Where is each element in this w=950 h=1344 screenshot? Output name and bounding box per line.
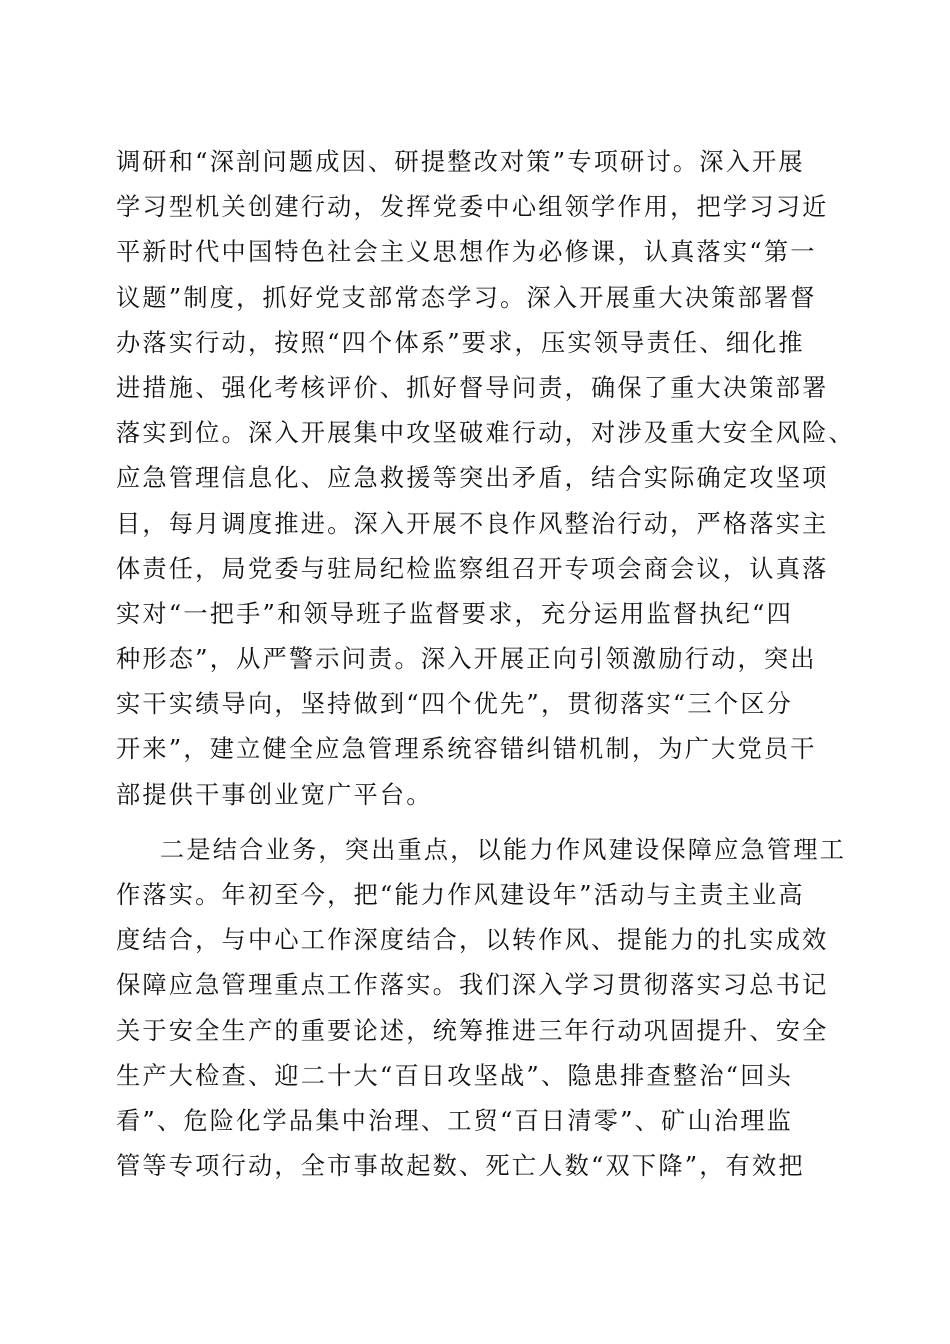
text-line: 二是结合业务，突出重点，以能力作风建设保障应急管理工 (160, 835, 847, 864)
text-line: 议题”制度，抓好党支部常态学习。深入开展重大决策部署督 (116, 283, 817, 312)
paragraph-2 (116, 828, 847, 1190)
text-line: 作落实。年初至今，把“能力作风建设年”活动与主责主业高 (116, 881, 805, 909)
text-line: 进措施、强化考核评价、抓好督导问责，确保了重大决策部署 (116, 373, 829, 402)
text-line: 学习型机关创建行动，发挥党委中心组领学作用，把学习习近 (116, 193, 829, 222)
text-line: 部提供干事创业宽广平台。 (116, 780, 433, 809)
text-line: 目，每月调度推进。深入开展不良作风整治行动，严格落实主 (116, 509, 829, 538)
text-line: 开来”，建立健全应急管理系统容错纠错机制，为广大党员干 (116, 735, 817, 764)
text-line: 种形态”，从严警示问责。深入开展正向引领激励行动，突出 (116, 645, 817, 674)
paragraph-gap (116, 818, 836, 828)
text-line: 调研和“深剖问题成因、研提整改对策”专项研讨。深入开展 (116, 148, 805, 176)
text-line: 实对“一把手”和领导班子监督要求，充分运用监督执纪“四 (116, 599, 793, 628)
text-line: 办落实行动，按照“四个体系”要求，压实领导责任、细化推 (116, 328, 805, 357)
document-body (116, 140, 855, 1189)
text-line: 保障应急管理重点工作落实。我们深入学习贯彻落实习总书记 (116, 971, 829, 1000)
text-line: 关于安全生产的重要论述，统筹推进三年行动巩固提升、安全 (116, 1016, 829, 1045)
text-line: 生产大检查、迎二十大“百日攻坚战”、隐患排查整治“回头 (116, 1061, 793, 1090)
text-line: 度结合，与中心工作深度结合，以转作风、提能力的扎实成效 (116, 926, 829, 955)
text-line: 管等专项行动，全市事故起数、死亡人数“双下降”，有效把 (116, 1152, 805, 1181)
text-line: 应急管理信息化、应急救援等突出矛盾，结合实际确定攻坚项 (116, 464, 829, 493)
text-line: 落实到位。深入开展集中攻坚破难行动，对涉及重大安全风险、 (116, 419, 855, 448)
text-line: 实干实绩导向，坚持做到“四个优先”，贯彻落实“三个区分 (116, 690, 793, 719)
text-line: 看”、危险化学品集中治理、工贸“百日清零”、矿山治理监 (116, 1106, 793, 1135)
text-line: 体责任，局党委与驻局纪检监察组召开专项会商会议，认真落 (116, 554, 829, 583)
text-line: 平新时代中国特色社会主义思想作为必修课，认真落实“第一 (116, 238, 817, 267)
paragraph-1 (116, 140, 855, 818)
